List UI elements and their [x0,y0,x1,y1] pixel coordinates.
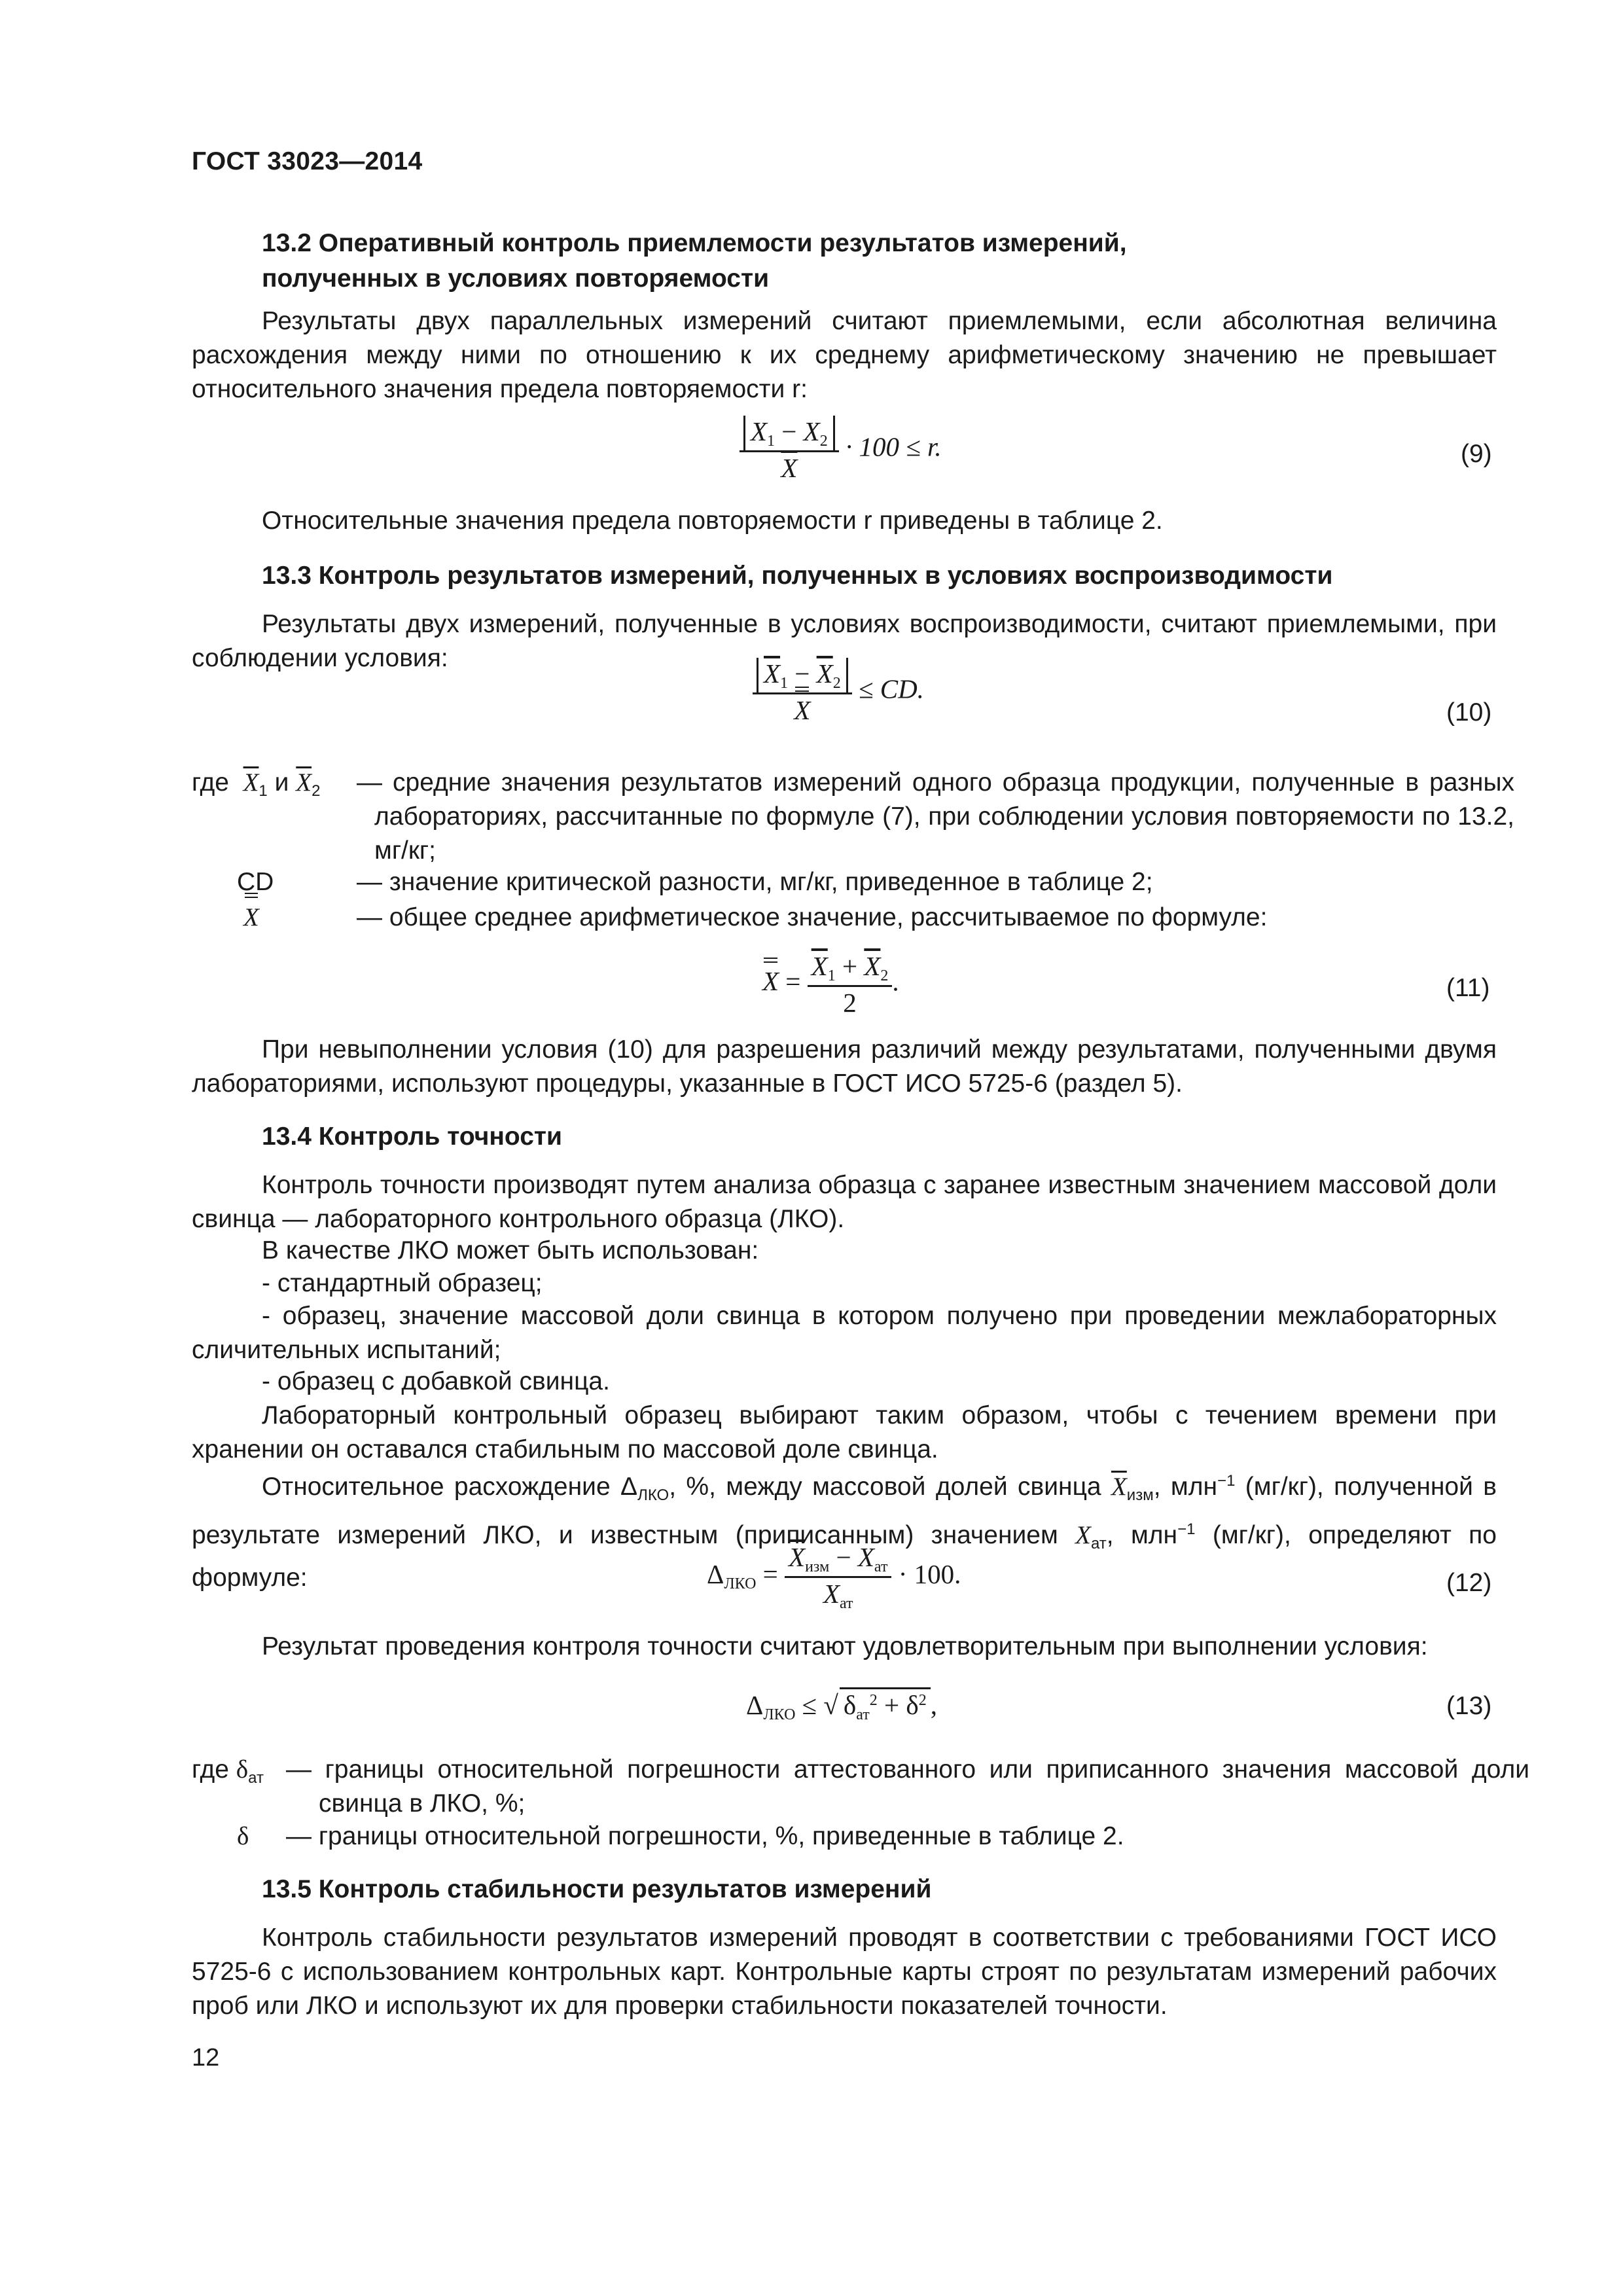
equation-9-number: (9) [1461,440,1492,468]
heading-line-1: 13.2 Оперативный контроль приемлемости результатов измерений, [262,229,1127,257]
section-13-2-paragraph-2: Относительные значения предела повторяемости r приведены в таблице 2. [262,507,1163,535]
definition-xbar: — общее среднее арифметическое значение, рассчитываемое по формуле: [357,903,1268,931]
equation-10 [753,658,924,726]
equation-10-fraction: $\frac{\overline{X}_1 - \overline{X}_2}{X}$ [753,658,852,726]
equation-13: $\Delta_{ЛКО}$ ≤ √ $\delta_{ат}^2 + \delta^2$ , [746,1687,937,1724]
heading-line-2: полученных в условиях повторяемости [262,264,770,293]
equation-9-rhs: · 100 ≤ r. [845,431,942,462]
definition-xbar-symbol: X [243,901,259,935]
definition-delta-at: — границы относительной погрешности аттестованного или приписанного значения массовой доли свинца в ЛКО, %; [286,1755,1529,1818]
equation-9-fraction: $\frac{X_1 - X_2}{X}$ [740,416,839,484]
equation-9 [740,416,942,484]
section-13-3-paragraph-2: При невыполнении условия (10) для разрешения различий между результатами, полученными двумя лабораториями, используют процедуры, указанные в ГОСТ ИСО 5725-6 (раздел 5). [192,1035,1497,1098]
definition-x1-x2: — средние значения результатов измерений одного образца продукции, полученные в разных лабораториях, рассчитанные по формуле (7), при соблюдении условия повторяемости по 13.2, мг/кг; [357,768,1514,865]
where-label: где $\overline{X}_1$ и $\overline{X}_2$ [192,768,321,800]
equation-12: $\Delta_{ЛКО}$ = $\frac{\overline{X}_{изм} - X_{ат}}{X_{ат}}$ · 100. [707,1542,961,1612]
section-13-5-heading: 13.5 Контроль стабильности результатов измерений [262,1875,932,1903]
equation-13-number: (13) [1446,1692,1492,1720]
document-id: ГОСТ 33023—2014 [192,147,423,175]
section-13-4-paragraph-1: Контроль точности производят путем анализа образца с заранее известным значением массовой доли свинца — лабораторного контрольного образца (ЛКО). [192,1171,1497,1233]
definition-delta: — границы относительной погрешности, %, приведенные в таблице 2. [286,1822,1124,1850]
equation-11-fraction: $\frac{\overline{X}_1 + \overline{X}_2}{2}$ [808,950,893,1018]
equation-10-number: (10) [1446,698,1492,726]
list-item-3: - образец с добавкой свинца. [262,1367,610,1395]
page-number: 12 [192,2044,220,2072]
list-item-2: - образец, значение массовой доли свинца в котором получено при проведении межлабораторных сличительных испытаний; [192,1302,1497,1364]
section-13-4-heading: 13.4 Контроль точности [262,1122,562,1151]
equation-10-rhs: ≤ CD. [858,673,924,704]
equation-12-number: (12) [1446,1569,1492,1597]
section-13-2-heading [262,226,1505,296]
where-delta-at-symbol: где $\delta_{ат}$ [192,1755,264,1787]
list-item-1: - стандартный образец; [262,1269,543,1297]
section-13-4-paragraph-3: Лабораторный контрольный образец выбирают таким образом, чтобы с течением времени при хранении он оставался стабильным по массовой доле свинца. [192,1401,1497,1463]
equation-11-number: (11) [1446,974,1490,1002]
section-13-4-paragraph-4: Относительное расхождение $\Delta_{ЛКО}$, %, между массовой долей свинца $\overline{X}_{изм}$, млн$^{-1}$ (мг/кг), полученной в результате измерений ЛКО, и известным (приписанным) значением $X_{ат}$, млн$^{-1}$ (мг/кг), определяют по формуле: [192,1472,1497,1592]
definition-cd-symbol: CD [237,868,274,896]
definition-cd: — значение критической разности, мг/кг, приведенное в таблице 2; [357,868,1153,896]
section-13-4-paragraph-5: Результат проведения контроля точности считают удовлетворительным при выполнении условия: [262,1632,1428,1660]
section-13-4-paragraph-2: В качестве ЛКО может быть использован: [262,1236,759,1265]
delta-symbol: δ [237,1822,249,1850]
equation-12-rhs: · 100. [898,1558,961,1589]
section-13-3-heading: 13.3 Контроль результатов измерений, полученных в условиях воспроизводимости [262,562,1333,590]
equation-11: X = $\frac{\overline{X}_1 + \overline{X}_2}{2}$ . [762,951,899,1018]
section-13-2-paragraph-1: Результаты двух параллельных измерений считают приемлемыми, если абсолютная величина расхождения между ними по отношению к их среднему арифметическому значению не превышает относительного значения предела повторяемости r: [192,307,1497,403]
equation-12-fraction: $\frac{\overline{X}_{изм} - X_{ат}}{X_{ат}}$ [785,1541,891,1613]
section-13-3-paragraph-1: Результаты двух измерений, полученные в условиях воспроизводимости, считают приемлемыми, при соблюдении условия: [192,610,1497,672]
section-13-5-paragraph-1: Контроль стабильности результатов измерений проводят в соответствии с требованиями ГОСТ ИСО 5725-6 с использованием контрольных карт. Контрольные карты строят по результатам измерений рабочих проб или ЛКО и используют их для проверки стабильности показателей точности. [192,1924,1497,2020]
